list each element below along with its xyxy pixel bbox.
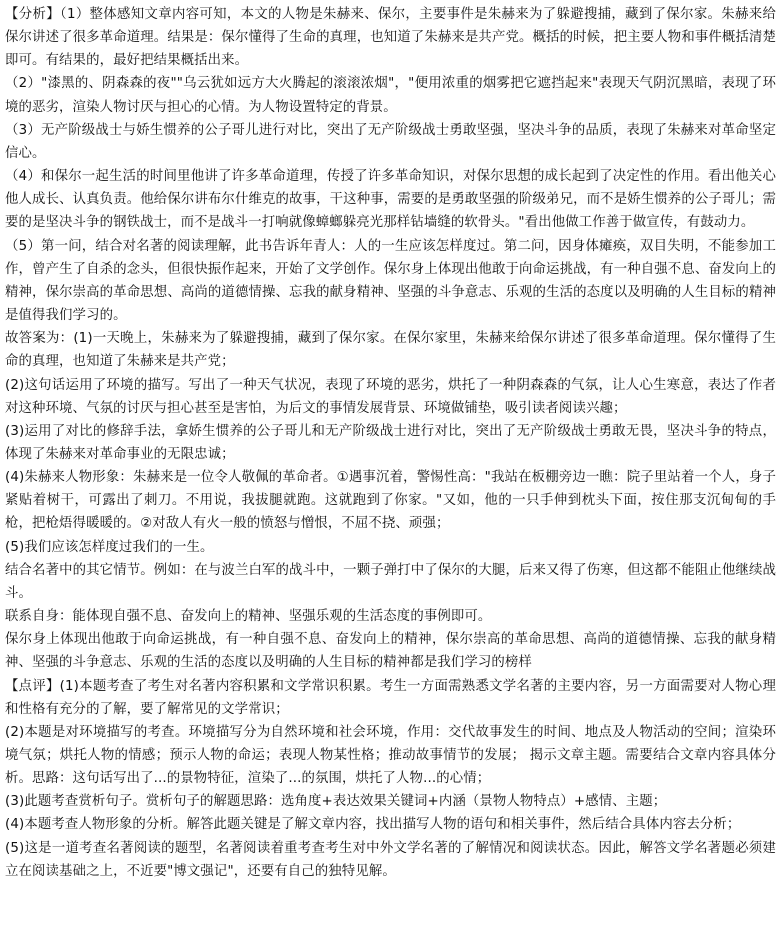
comment-paragraph-4-text: (4)本题考查人物形象的分析。解答此题关键是了解文章内容，找出描写人物的语句和相关事件，然后结合具体内容去分析； <box>5 817 741 833</box>
analysis-paragraph-5-text: （5）第一问，结合对名著的阅读理解，此书告诉年青人：人的一生应该怎样度过。第二问，因身体瘫痪，双目失明，不能参加工作，曾产生了自杀的念头，但很快振作起来，开始了文学创作。保尔身上体现出他敢于向命运挑战，有一种自强不息、奋发向上的精神，保尔崇高的革命思想、高尚的道德情操、忘我的献身精神、坚强的斗争意志、乐观的生活的态度以及明确的人生目标的精神是值得我们学习的。 <box>5 238 776 324</box>
comment-paragraph-2-text: (2)本题是对环境描写的考查。环境描写分为自然环境和社会环境，作用：交代故事发生的时间、地点及人物活动的空间；渲染环境气氛；烘托人物的情感；预示人物的命运；表现人物某性格；推动故事情节的发展； 揭示文章主题。需要结合文章内容具体分析。思路：这句话写出了...的景物特征，渲染了...的氛围，烘托了人物...的心情； <box>5 724 776 787</box>
answer-paragraph-6-text: 结合名著中的其它情节。例如：在与波兰白军的战斗中，一颗子弹打中了保尔的大腿，后来又得了伤寒，但这都不能阻止他继续战斗。 <box>5 562 776 601</box>
answer-paragraph-6 <box>5 559 776 605</box>
analysis-paragraph-4-text: （4）和保尔一起生活的时间里他讲了许多革命道理，传授了许多革命知识，对保尔思想的成长起到了决定性的作用。看出他关心他人成长、认真负责。他给保尔讲布尔什维克的故事，干这种事，需要的是勇敢坚强的阶级弟兄，而不是娇生惯养的公子哥儿；需要的是坚决斗争的钢铁战士，而不是战斗一打响就像蟑螂躲亮光那样钻墙缝的软骨头。"看出他做工作善于做宣传，有鼓动力。 <box>5 169 776 231</box>
answer-paragraph-5-text: (5)我们应该怎样度过我们的一生。 <box>5 539 214 555</box>
answer-paragraph-8-text: 保尔身上体现出他敢于向命运挑战，有一种自强不息、奋发向上的精神，保尔崇高的革命思想、高尚的道德情操、忘我的献身精神、坚强的斗争意志、乐观的生活的态度以及明确的人生目标的精神都是我们学习的榜样 <box>5 632 776 671</box>
analysis-paragraph-3 <box>5 119 776 165</box>
comment-paragraph-3-text: (3)此题考查赏析句子。赏析句子的解题思路：选角度+表达效果关键词+内涵（景物人物特点）+感情、主题； <box>5 794 667 810</box>
analysis-paragraph-4 <box>5 165 776 234</box>
answer-paragraph-3-text: (3)运用了对比的修辞手法，拿娇生惯养的公子哥儿和无产阶级战士进行对比，突出了无产阶级战士勇敢无畏，坚决斗争的特点，体现了朱赫来对革命事业的无限忠诚； <box>5 423 776 462</box>
analysis-paragraph-1 <box>5 3 776 72</box>
answer-paragraph-7-text: 联系自身：能体现自强不息、奋发向上的精神、坚强乐观的生活态度的事例即可。 <box>5 609 492 625</box>
analysis-paragraph-2 <box>5 72 776 118</box>
answer-paragraph-7 <box>5 605 776 628</box>
analysis-paragraph-2-text: （2）"漆黑的、阴森森的夜""乌云犹如远方大火腾起的滚滚浓烟"，"便用浓重的烟雾把它遮挡起来"表现天气阴沉黑暗，表现了环境的恶劣，渲染人物讨厌与担心的心情。为人物设置特定的背景。 <box>5 76 776 115</box>
analysis-paragraph-3-text: （3）无产阶级战士与娇生惯养的公子哥儿进行对比，突出了无产阶级战士勇敢坚强，坚决斗争的品质，表现了朱赫来对革命坚定信心。 <box>5 122 776 161</box>
comment-paragraph-1 <box>5 675 776 721</box>
comment-paragraph-5-text: (5)这是一道考查名著阅读的题型，名著阅读着重考查考生对中外文学名著的了解情况和阅读状态。因此，解答文学名著题必须建立在阅读基础之上，不近要"博文强记"，还要有自己的独特见解。 <box>5 840 776 879</box>
answer-paragraph-1-text: 故答案为：(1)一天晚上，朱赫来为了躲避搜捕，藏到了保尔家。在保尔家里，朱赫来给保尔讲述了很多革命道理。保尔懂得了生命的真理，也知道了朱赫来是共产党； <box>5 331 776 370</box>
answer-paragraph-1 <box>5 327 776 373</box>
comment-paragraph-1-text: 【点评】(1)本题考查了考生对名著内容积累和文学常识积累。考生一方面需熟悉文学名著的主要内容，另一方面需要对人物心理和性格有充分的了解，要了解常见的文学常识； <box>5 678 776 717</box>
answer-paragraph-2 <box>5 374 776 420</box>
answer-paragraph-3 <box>5 420 776 466</box>
comment-paragraph-4 <box>5 813 776 836</box>
analysis-paragraph-5 <box>5 235 776 328</box>
answer-paragraph-5 <box>5 536 776 559</box>
comment-paragraph-2 <box>5 721 776 790</box>
comment-paragraph-3 <box>5 790 776 813</box>
answer-paragraph-4 <box>5 466 776 535</box>
comment-paragraph-5 <box>5 837 776 883</box>
answer-paragraph-8 <box>5 628 776 674</box>
analysis-paragraph-1-text: 【分析】（1）整体感知文章内容可知，本文的人物是朱赫来、保尔，主要事件是朱赫来为了躲避搜捕，藏到了保尔家。朱赫来给保尔讲述了很多革命道理。结果是：保尔懂得了生命的真理，也知道了朱赫来是共产党。概括的时候，把主要人物和事件概括清楚即可。有结果的，最好把结果概括出来。 <box>5 7 776 69</box>
answer-paragraph-2-text: (2)这句话运用了环境的描写。写出了一种天气状况，表现了环境的恶劣，烘托了一种阴森森的气氛，让人心生寒意，表达了作者对这种环境、气氛的讨厌与担心甚至是害怕，为后文的事情发展背景、环境做铺垫，吸引读者阅读兴趣； <box>5 377 776 416</box>
answer-paragraph-4-text: (4)朱赫来人物形象：朱赫来是一位令人敬佩的革命者。①遇事沉着，警惕性高："我站在板棚旁边一瞧：院子里站着一个人，身子紧贴着树干，可露出了刺刀。不用说，我拔腿就跑。这就跑到了你家。"又如，他的一只手伸到枕头下面，按住那支沉甸甸的手枪，把枪焐得暖暖的。②对敌人有火一般的愤怒与憎恨，不屈不挠、顽强； <box>5 470 776 532</box>
